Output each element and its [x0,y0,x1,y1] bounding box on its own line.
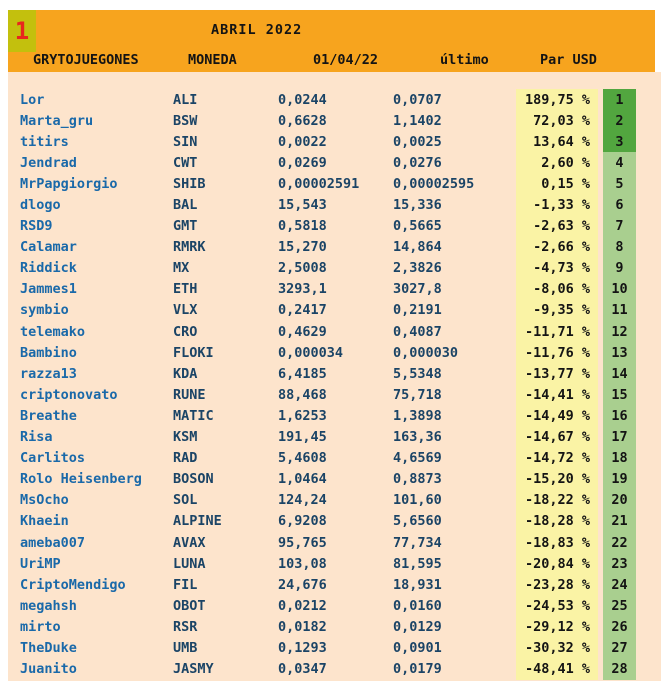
cell-start-price[interactable]: 0,4629 [278,323,327,340]
cell-coin[interactable]: RSR [173,618,198,635]
cell-last-price[interactable]: 2,3826 [393,260,442,277]
cell-start-price[interactable]: 0,5818 [278,218,327,235]
corner-index-label: 1 [14,17,30,45]
cell-player[interactable]: Marta_gru [20,112,94,129]
cell-pct-change[interactable]: -2,66 % [516,237,598,258]
cell-pct-change[interactable]: -23,28 % [516,574,598,595]
cell-player[interactable]: MsOcho [20,492,69,509]
cell-start-price[interactable]: 0,0212 [278,597,327,614]
table-row [8,469,661,490]
cell-coin[interactable]: UMB [173,639,198,656]
cell-coin[interactable]: BSW [173,112,198,129]
table-row [8,131,661,152]
cell-last-price[interactable]: 0,00002595 [393,175,475,192]
cell-last-price[interactable]: 14,864 [393,239,442,256]
cell-pct-change[interactable]: 72,03 % [516,110,598,131]
cell-rank[interactable]: 7 [603,216,636,237]
table-row [8,194,661,215]
cell-start-price[interactable]: 0,0244 [278,91,327,108]
table-row [8,616,661,637]
column-header-player[interactable]: GRYTOJUEGONES [33,52,139,68]
cell-start-price[interactable]: 15,543 [278,197,327,214]
cell-player[interactable]: Carlitos [20,450,86,467]
table-row [8,659,661,680]
cell-start-price[interactable]: 6,9208 [278,513,327,530]
cell-start-price[interactable]: 0,2417 [278,302,327,319]
cell-start-price[interactable]: 5,4608 [278,450,327,467]
cell-pct-change[interactable]: -24,53 % [516,595,598,616]
cell-pct-change[interactable]: -18,83 % [516,532,598,553]
cell-pct-change[interactable]: -14,41 % [516,384,598,405]
cell-rank[interactable]: 24 [603,574,636,595]
cell-start-price[interactable]: 0,0182 [278,618,327,635]
cell-player[interactable]: Rolo Heisenberg [20,471,142,488]
cell-start-price[interactable]: 0,00002591 [278,175,360,192]
cell-pct-change[interactable]: 0,15 % [516,173,598,194]
cell-player[interactable]: Riddick [20,260,77,277]
cell-rank[interactable]: 2 [603,110,636,131]
cell-pct-change[interactable]: -13,77 % [516,363,598,384]
cell-rank[interactable]: 14 [603,363,636,384]
cell-last-price[interactable]: 0,4087 [393,323,442,340]
cell-last-price[interactable]: 1,3898 [393,407,442,424]
cell-last-price[interactable]: 163,36 [393,429,442,446]
cell-pct-change[interactable]: -14,49 % [516,405,598,426]
cell-start-price[interactable]: 103,08 [278,555,327,572]
cell-coin[interactable]: KDA [173,365,198,382]
cell-pct-change[interactable]: -11,76 % [516,342,598,363]
cell-start-price[interactable]: 0,000034 [278,344,344,361]
cell-coin[interactable]: OBOT [173,597,206,614]
cell-last-price[interactable]: 0,000030 [393,344,459,361]
table-row [8,363,661,384]
cell-pct-change[interactable]: -14,72 % [516,448,598,469]
table-row [8,427,661,448]
cell-player[interactable]: Calamar [20,239,77,256]
cell-rank[interactable]: 10 [603,279,636,300]
cell-player[interactable]: TheDuke [20,639,77,656]
cell-coin[interactable]: CRO [173,323,198,340]
cell-start-price[interactable]: 2,5008 [278,260,327,277]
cell-pct-change[interactable]: -2,63 % [516,216,598,237]
cell-rank[interactable]: 23 [603,553,636,574]
cell-rank[interactable]: 17 [603,427,636,448]
cell-last-price[interactable]: 0,0276 [393,154,442,171]
column-header-coin[interactable]: MONEDA [188,52,237,68]
cell-last-price[interactable]: 0,8873 [393,471,442,488]
cell-player[interactable]: criptonovato [20,386,118,403]
cell-last-price[interactable]: 0,2191 [393,302,442,319]
cell-start-price[interactable]: 15,270 [278,239,327,256]
cell-start-price[interactable]: 1,6253 [278,407,327,424]
cell-rank[interactable]: 27 [603,637,636,658]
cell-start-price[interactable]: 88,468 [278,386,327,403]
cell-last-price[interactable]: 3027,8 [393,281,442,298]
cell-last-price[interactable]: 0,0901 [393,639,442,656]
cell-rank[interactable]: 26 [603,616,636,637]
cell-coin[interactable]: AVAX [173,534,206,551]
cell-player[interactable]: Jendrad [20,154,77,171]
cell-rank[interactable]: 9 [603,258,636,279]
cell-last-price[interactable]: 15,336 [393,197,442,214]
table-row [8,237,661,258]
cell-pct-change[interactable]: -29,12 % [516,616,598,637]
cell-rank[interactable]: 6 [603,194,636,215]
cell-coin[interactable]: JASMY [173,661,214,678]
cell-pct-change[interactable]: 13,64 % [516,131,598,152]
cell-coin[interactable]: MATIC [173,407,214,424]
column-header-start-date[interactable]: 01/04/22 [313,52,379,68]
table-row [8,511,661,532]
cell-last-price[interactable]: 4,6569 [393,450,442,467]
cell-player[interactable]: titirs [20,133,69,150]
cell-rank[interactable]: 11 [603,300,636,321]
cell-start-price[interactable]: 0,0269 [278,154,327,171]
cell-start-price[interactable]: 3293,1 [278,281,327,298]
table-row [8,448,661,469]
cell-player[interactable]: Jammes1 [20,281,77,298]
table-row [8,173,661,194]
table-header [8,10,655,72]
cell-rank[interactable]: 3 [603,131,636,152]
cell-rank[interactable]: 22 [603,532,636,553]
table-row [8,342,661,363]
cell-rank[interactable]: 21 [603,511,636,532]
cell-pct-change[interactable]: -18,28 % [516,511,598,532]
cell-pct-change[interactable]: -1,33 % [516,194,598,215]
table-row [8,152,661,173]
cell-player[interactable]: mirto [20,618,61,635]
table-row [8,405,661,426]
table-row [8,216,661,237]
cell-rank[interactable]: 15 [603,384,636,405]
table-body [8,72,661,681]
cell-last-price[interactable]: 101,60 [393,492,442,509]
cell-pct-change[interactable]: -14,67 % [516,427,598,448]
cell-coin[interactable]: BAL [173,197,198,214]
cell-rank[interactable]: 5 [603,173,636,194]
cell-rank[interactable]: 13 [603,342,636,363]
table-row [8,279,661,300]
cell-rank[interactable]: 25 [603,595,636,616]
cell-start-price[interactable]: 1,0464 [278,471,327,488]
cell-rank[interactable]: 19 [603,469,636,490]
cell-coin[interactable]: RUNE [173,386,206,403]
cell-player[interactable]: Lor [20,91,45,108]
cell-coin[interactable]: KSM [173,429,198,446]
cell-rank[interactable]: 28 [603,659,636,680]
cell-last-price[interactable]: 18,931 [393,576,442,593]
cell-last-price[interactable]: 5,5348 [393,365,442,382]
cell-coin[interactable]: BOSON [173,471,214,488]
cell-last-price[interactable]: 1,1402 [393,112,442,129]
cell-start-price[interactable]: 24,676 [278,576,327,593]
cell-start-price[interactable]: 124,24 [278,492,327,509]
cell-player[interactable]: Breathe [20,407,77,424]
cell-player[interactable]: Khaein [20,513,69,530]
cell-player[interactable]: razza13 [20,365,77,382]
table-row [8,300,661,321]
corner-index-badge [8,10,36,52]
cell-player[interactable]: symbio [20,302,69,319]
cell-coin[interactable]: LUNA [173,555,206,572]
cell-coin[interactable]: CWT [173,154,198,171]
page-title: ABRIL 2022 [211,22,303,38]
cell-player[interactable]: CriptoMendigo [20,576,126,593]
cell-last-price[interactable]: 0,0707 [393,91,442,108]
cell-player[interactable]: ameba007 [20,534,86,551]
cell-player[interactable]: megahsh [20,597,77,614]
cell-coin[interactable]: FLOKI [173,344,214,361]
cell-pct-change[interactable]: -48,41 % [516,659,598,680]
cell-last-price[interactable]: 81,595 [393,555,442,572]
table-row [8,89,661,110]
cell-last-price[interactable]: 0,0160 [393,597,442,614]
column-header-pair-usd[interactable]: Par USD [540,52,597,68]
cell-rank[interactable]: 20 [603,490,636,511]
cell-player[interactable]: UriMP [20,555,61,572]
cell-rank[interactable]: 12 [603,321,636,342]
cell-pct-change[interactable]: -15,20 % [516,469,598,490]
cell-coin[interactable]: ETH [173,281,198,298]
cell-pct-change[interactable]: -18,22 % [516,490,598,511]
cell-player[interactable]: MrPapgiorgio [20,175,118,192]
cell-player[interactable]: Risa [20,429,53,446]
cell-coin[interactable]: ALI [173,91,198,108]
cell-start-price[interactable]: 0,1293 [278,639,327,656]
table-row [8,384,661,405]
cell-coin[interactable]: SOL [173,492,198,509]
cell-start-price[interactable]: 191,45 [278,429,327,446]
cell-player[interactable]: RSD9 [20,218,53,235]
cell-start-price[interactable]: 95,765 [278,534,327,551]
cell-rank[interactable]: 18 [603,448,636,469]
cell-last-price[interactable]: 5,6560 [393,513,442,530]
cell-last-price[interactable]: 77,734 [393,534,442,551]
table-row [8,595,661,616]
cell-coin[interactable]: RMRK [173,239,206,256]
table-row [8,574,661,595]
cell-coin[interactable]: RAD [173,450,198,467]
cell-coin[interactable]: MX [173,260,190,277]
cell-rank[interactable]: 8 [603,237,636,258]
table-row [8,532,661,553]
cell-coin[interactable]: SHIB [173,175,206,192]
cell-coin[interactable]: SIN [173,133,198,150]
cell-start-price[interactable]: 0,0022 [278,133,327,150]
cell-rank[interactable]: 4 [603,152,636,173]
cell-last-price[interactable]: 0,0179 [393,661,442,678]
cell-pct-change[interactable]: 2,60 % [516,152,598,173]
cell-start-price[interactable]: 0,6628 [278,112,327,129]
cell-coin[interactable]: ALPINE [173,513,222,530]
cell-rank[interactable]: 1 [603,89,636,110]
table-row [8,553,661,574]
cell-last-price[interactable]: 0,5665 [393,218,442,235]
cell-player[interactable]: Juanito [20,661,77,678]
cell-player[interactable]: dlogo [20,197,61,214]
table-row [8,258,661,279]
cell-start-price[interactable]: 6,4185 [278,365,327,382]
table-row [8,490,661,511]
cell-pct-change[interactable]: -9,35 % [516,300,598,321]
cell-player[interactable]: telemako [20,323,86,340]
cell-coin[interactable]: FIL [173,576,198,593]
cell-player[interactable]: Bambino [20,344,77,361]
cell-last-price[interactable]: 0,0025 [393,133,442,150]
cell-pct-change[interactable]: -4,73 % [516,258,598,279]
table-row [8,637,661,658]
cell-pct-change[interactable]: -11,71 % [516,321,598,342]
table-row [8,110,661,131]
cell-coin[interactable]: GMT [173,218,198,235]
column-header-last[interactable]: último [440,52,489,68]
cell-start-price[interactable]: 0,0347 [278,661,327,678]
cell-rank[interactable]: 16 [603,405,636,426]
cell-coin[interactable]: VLX [173,302,198,319]
cell-last-price[interactable]: 75,718 [393,386,442,403]
cell-last-price[interactable]: 0,0129 [393,618,442,635]
cell-pct-change[interactable]: -8,06 % [516,279,598,300]
cell-pct-change[interactable]: 189,75 % [516,89,598,110]
table-row [8,321,661,342]
cell-pct-change[interactable]: -30,32 % [516,637,598,658]
cell-pct-change[interactable]: -20,84 % [516,553,598,574]
